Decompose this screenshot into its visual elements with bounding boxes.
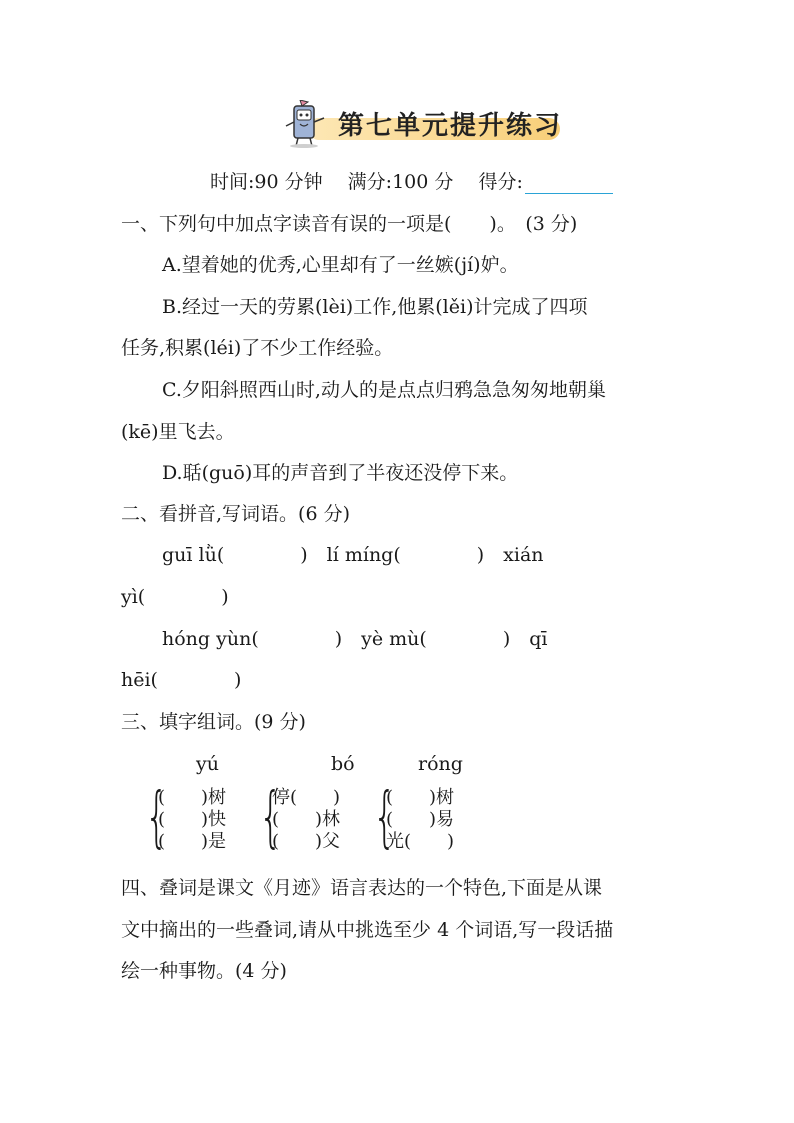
q2-pinyin-line3: hóng yùn( ) yè mù( ) qī (162, 628, 548, 650)
page-title: 第七单元提升练习 (338, 111, 563, 141)
title-banner (270, 98, 570, 148)
q1-option-d: D.聒(guō)耳的声音到了半夜还没停下来。 (162, 462, 519, 484)
q3-pinyin-rong: róng (418, 753, 463, 775)
q1-heading: 一、下列句中加点字读音有误的一项是( )。 (3 分) (121, 213, 578, 235)
q3-pinyin-bo: bó (331, 753, 355, 775)
info-line (210, 170, 613, 194)
q4-line2: 文中摘出的一些叠词,请从中挑选至少 4 个词语,写一段话描 (121, 919, 614, 941)
q4-line1: 四、叠词是课文《月迹》语言表达的一个特色,下面是从课 (121, 877, 603, 899)
q3-group1-item[interactable]: ( )快 (158, 809, 227, 830)
q3-group3-item[interactable]: ( )树 (386, 787, 455, 808)
q3-group3-item[interactable]: 光( ) (386, 831, 455, 852)
q3-group2-item[interactable]: ( )父 (272, 831, 341, 852)
brace-group2: { (259, 778, 283, 855)
brace-group1: { (145, 778, 169, 855)
q3-group1-item[interactable]: ( )树 (158, 787, 227, 808)
q2-pinyin-line2: yì( ) (121, 586, 229, 608)
q1-option-b-line2: 任务,积累(léi)了不少工作经验。 (121, 337, 394, 359)
q2-pinyin-line1: guī lǜ( ) lí míng( ) xián (162, 544, 544, 566)
brace-group3: { (373, 778, 397, 855)
q2-pinyin-line4: hēi( ) (121, 669, 242, 691)
q3-group2-item[interactable]: ( )林 (272, 809, 341, 830)
q4-line3: 绘一种事物。(4 分) (121, 960, 287, 982)
q1-option-c-line1: C.夕阳斜照西山时,动人的是点点归鸦急急匆匆地朝巢 (162, 379, 606, 401)
q1-option-a: A.望着她的优秀,心里却有了一丝嫉(jí)妒。 (162, 254, 519, 276)
q2-heading: 二、看拼音,写词语。(6 分) (121, 503, 350, 525)
full-score-label: 满分:100 分 (347, 171, 454, 193)
score-label: 得分: (478, 171, 523, 193)
q3-heading: 三、填字组词。(9 分) (121, 711, 306, 733)
q3-group3-item[interactable]: ( )易 (386, 809, 455, 830)
q1-option-c-line2: (kē)里飞去。 (121, 421, 235, 443)
q3-pinyin-yu: yú (196, 753, 219, 775)
book-mascot-icon (276, 100, 332, 148)
score-blank[interactable] (525, 173, 613, 194)
q3-group2-item[interactable]: 停( ) (272, 787, 341, 808)
q3-group1-item[interactable]: ( )是 (158, 831, 227, 852)
time-label: 时间:90 分钟 (210, 171, 323, 193)
q1-option-b-line1: B.经过一天的劳累(lèi)工作,他累(lěi)计完成了四项 (162, 296, 588, 318)
